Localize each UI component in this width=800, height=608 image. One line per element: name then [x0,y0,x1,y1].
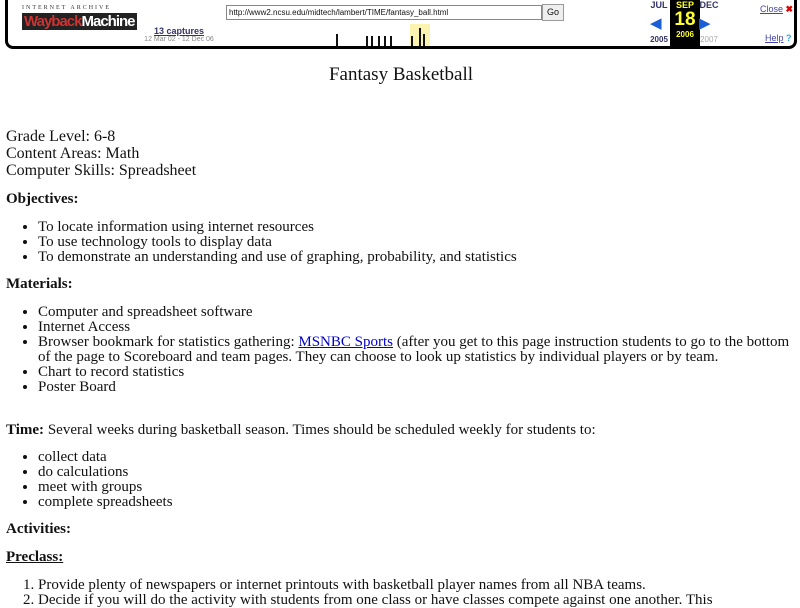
lesson-info: Grade Level: 6-8 Content Areas: Math Computer Skills: Spreadsheet [6,128,197,179]
go-button[interactable]: Go [542,4,564,21]
preclass-list: 1. Provide plenty of newspapers or internet printouts with basketball player names from all NBA teams. 2. Decide if you will do the activity with students from one class or have classes compete against one another. This [6,578,800,608]
msnbc-sports-link[interactable]: MSNBC Sports [298,334,393,350]
prev-arrow-icon[interactable]: ◀ [650,15,662,32]
materials-heading: Materials: [6,276,73,292]
prev-year[interactable]: 2005 [650,35,668,44]
next-arrow-icon[interactable]: ▶ [699,15,711,32]
help-icon: ? [786,33,792,43]
url-input[interactable]: http://www2.ncsu.edu/midtech/lambert/TIME/fantasy_ball.html [226,5,542,20]
time-heading: Time: [6,422,45,438]
help-button[interactable]: Help ? [765,33,792,43]
materials-list: • Computer and spreadsheet software • Internet Access • Browser bookmark for statistics gathering: MSNBC Sports (after you get to this page instruction students to go to the bottom of the page to Scoreboard and team pages. They can choose to look up statistics by individual players or by team. • Chart to record statistics • Poster Board [6,305,796,395]
next-year: 2007 [700,35,718,44]
captures-link[interactable]: 13 captures [153,26,205,36]
next-month[interactable]: DEC [699,0,719,10]
close-button[interactable]: Close ✖ [760,4,794,14]
objectives-list: • To locate information using internet resources • To use technology tools to display data • To demonstrate an understanding and use of graphing, probability, and statistics [6,220,517,265]
current-date: SEP 18 2006 [670,0,700,46]
wayback-toolbar [5,0,797,49]
preclass-heading: Preclass: [6,549,64,565]
close-icon: ✖ [785,4,794,14]
wayback-logo[interactable]: INTERNET ARCHIVE WaybackMachine [22,5,135,30]
page-title: Fantasy Basketball [328,64,474,85]
prev-month[interactable]: JUL [650,0,668,10]
activities-heading: Activities: [6,521,71,537]
objectives-heading: Objectives: [6,191,79,207]
time-list: • collect data • do calculations • meet with groups • complete spreadsheets [6,450,173,510]
capture-sparkline[interactable] [218,24,638,46]
capture-range: 12 Mar 02 - 12 Dec 06 [144,36,214,43]
